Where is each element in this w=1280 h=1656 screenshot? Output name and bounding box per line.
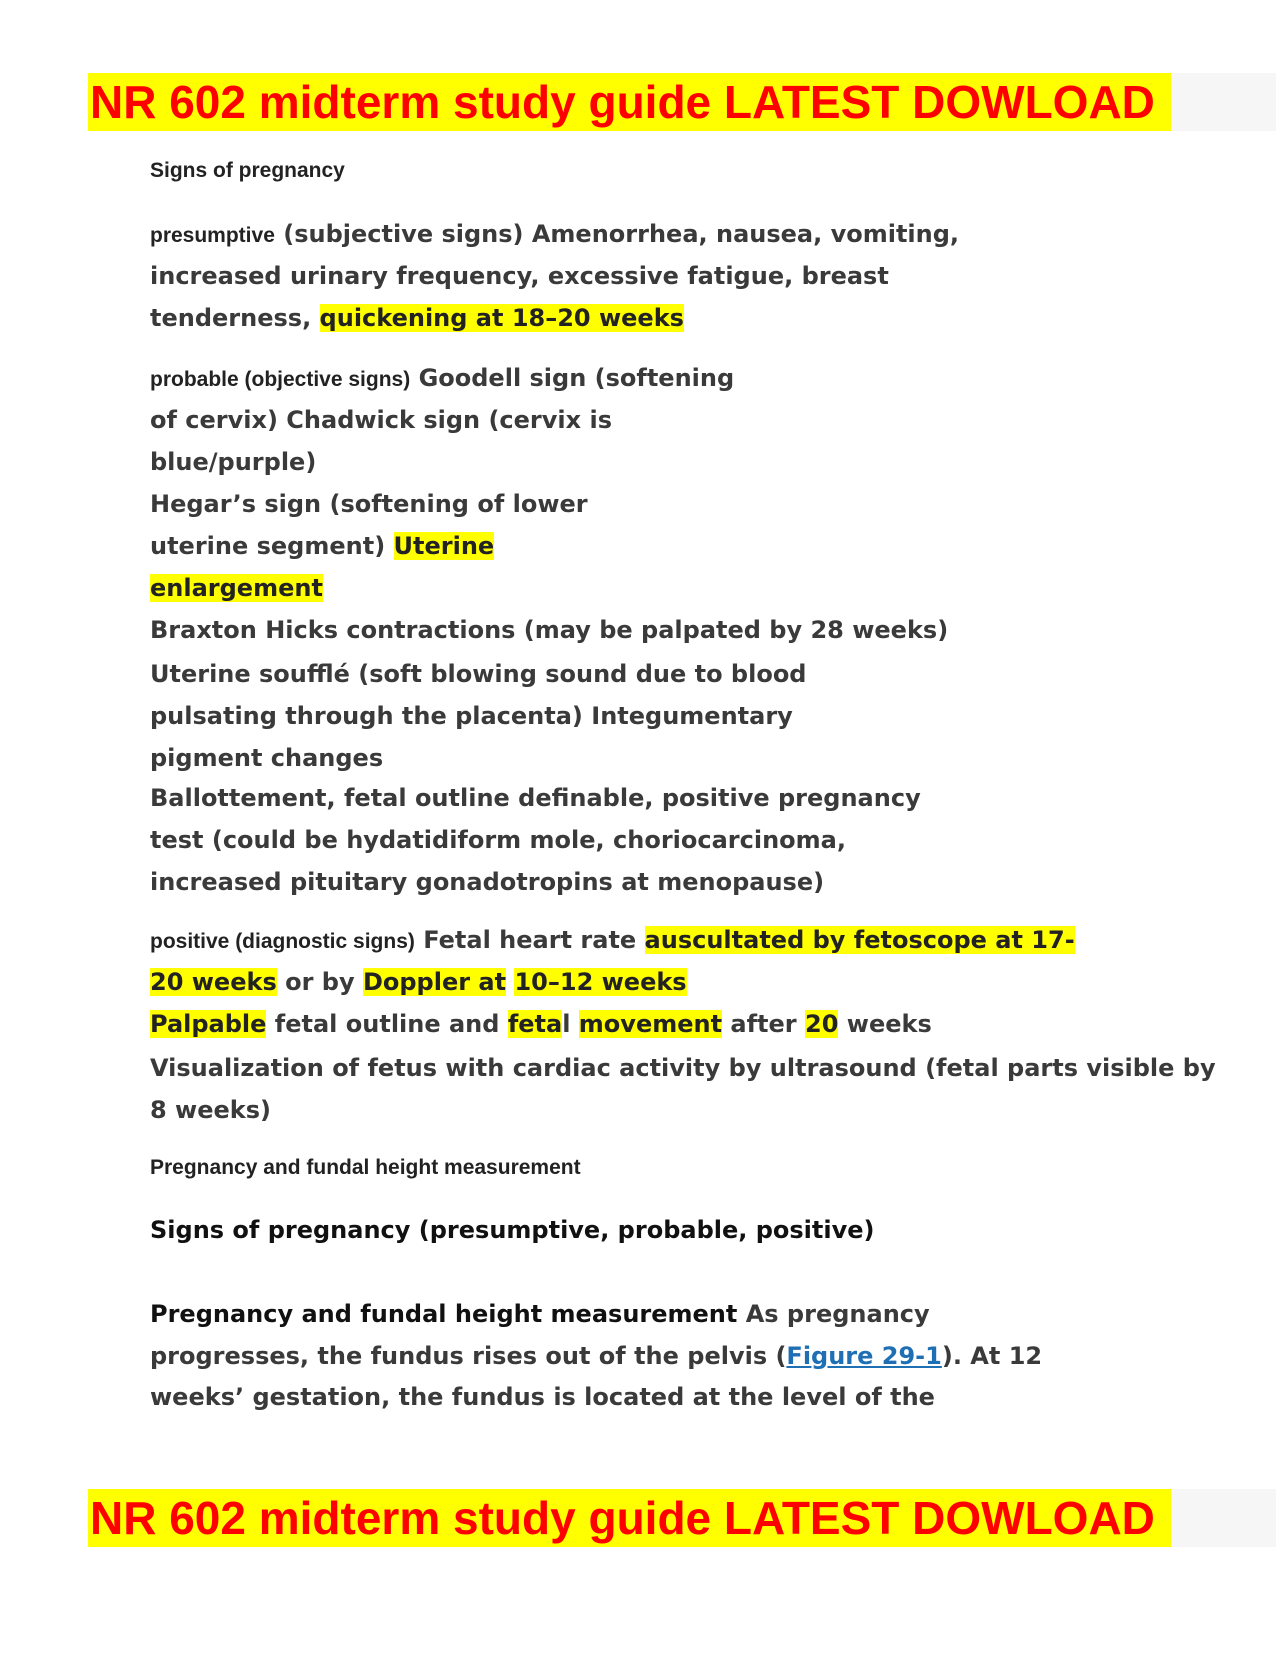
presumptive-text-1: (subjective signs) Amenorrhea, nausea, vomiting, — [283, 220, 960, 248]
presumptive-line-2: increased urinary frequency, excessive fatigue, breast — [150, 262, 889, 290]
probable-label: probable (objective signs) — [150, 368, 411, 391]
fundal-bold-title: Pregnancy and fundal height measurement — [150, 1300, 738, 1328]
banner-title-bottom: NR 602 midterm study guide LATEST DOWLOAD — [90, 1492, 1155, 1544]
probable-line-1 — [150, 362, 734, 396]
positive-text-1: Fetal heart rate — [423, 926, 637, 954]
probable-line-13: increased pituitary gonadotropins at menopause) — [150, 868, 825, 896]
positive-line-4: Visualization of fetus with cardiac activity by ultrasound (fetal parts visible by — [150, 1054, 1216, 1082]
probable-line-10: pigment changes — [150, 744, 384, 772]
highlight-fetoscope: auscultated by fetoscope at 17- — [644, 926, 1075, 954]
presumptive-text-3: tenderness, — [150, 304, 312, 332]
highlight-feta: feta — [507, 1010, 563, 1038]
positive-label: positive (diagnostic signs) — [150, 930, 415, 953]
presumptive-line-3 — [150, 302, 684, 334]
heading-signs-of-pregnancy: Signs of pregnancy — [150, 159, 345, 182]
fundal-line-2 — [150, 1340, 1042, 1372]
banner-bottom — [88, 1489, 1276, 1547]
presumptive-label: presumptive — [150, 224, 275, 247]
highlight-10-12-weeks: 10–12 weeks — [514, 968, 687, 996]
probable-text-5: uterine segment) — [150, 532, 386, 560]
heading-signs-full: Signs of pregnancy (presumptive, probable, positive) — [150, 1216, 875, 1244]
highlight-enlargement: enlargement — [150, 574, 323, 602]
probable-line-2: of cervix) Chadwick sign (cervix is — [150, 406, 612, 434]
probable-line-4: Hegar’s sign (softening of lower — [150, 490, 588, 518]
fundal-line-3: weeks’ gestation, the fundus is located at the level of the — [150, 1383, 935, 1411]
fundal-line-1 — [150, 1298, 930, 1330]
positive-line-3 — [150, 1008, 932, 1040]
probable-text-1: Goodell sign (softening — [418, 364, 735, 392]
probable-line-12: test (could be hydatidiform mole, choriocarcinoma, — [150, 826, 846, 854]
fundal-text-2a: progresses, the fundus rises out of the pelvis ( — [150, 1342, 787, 1370]
highlight-20: 20 — [805, 1010, 839, 1038]
highlight-movement: movement — [578, 1010, 723, 1038]
probable-line-5 — [150, 530, 494, 562]
probable-line-11: Ballottement, fetal outline definable, positive pregnancy — [150, 784, 921, 812]
highlight-uterine: Uterine — [393, 532, 495, 560]
positive-line-1 — [150, 924, 1075, 958]
positive-text-3a: fetal outline and — [274, 1010, 500, 1038]
banner-title: NR 602 midterm study guide LATEST DOWLOAD — [90, 76, 1155, 128]
positive-text-3b: l — [562, 1010, 571, 1038]
fundal-text-1: As pregnancy — [745, 1300, 930, 1328]
presumptive-line-1 — [150, 218, 959, 252]
heading-fundal-height: Pregnancy and fundal height measurement — [150, 1156, 581, 1179]
highlight-20-weeks: 20 weeks — [150, 968, 277, 996]
fundal-text-2b: ). At 12 — [941, 1342, 1043, 1370]
positive-text-3d: weeks — [846, 1010, 932, 1038]
probable-line-3: blue/purple) — [150, 448, 317, 476]
positive-text-3c: after — [730, 1010, 797, 1038]
probable-line-7: Braxton Hicks contractions (may be palpated by 28 weeks) — [150, 616, 949, 644]
probable-line-6 — [150, 572, 323, 604]
highlight-quickening: quickening at 18–20 weeks — [319, 304, 684, 332]
probable-line-8: Uterine soufflé (soft blowing sound due to blood — [150, 660, 807, 688]
positive-line-5: 8 weeks) — [150, 1096, 271, 1124]
figure-29-1-link[interactable]: Figure 29-1 — [786, 1342, 942, 1370]
highlight-palpable: Palpable — [150, 1010, 267, 1038]
probable-line-9: pulsating through the placenta) Integumentary — [150, 702, 793, 730]
positive-text-2: or by — [285, 968, 355, 996]
banner-top — [88, 73, 1276, 131]
highlight-doppler: Doppler at — [362, 968, 507, 996]
positive-line-2 — [150, 966, 687, 998]
